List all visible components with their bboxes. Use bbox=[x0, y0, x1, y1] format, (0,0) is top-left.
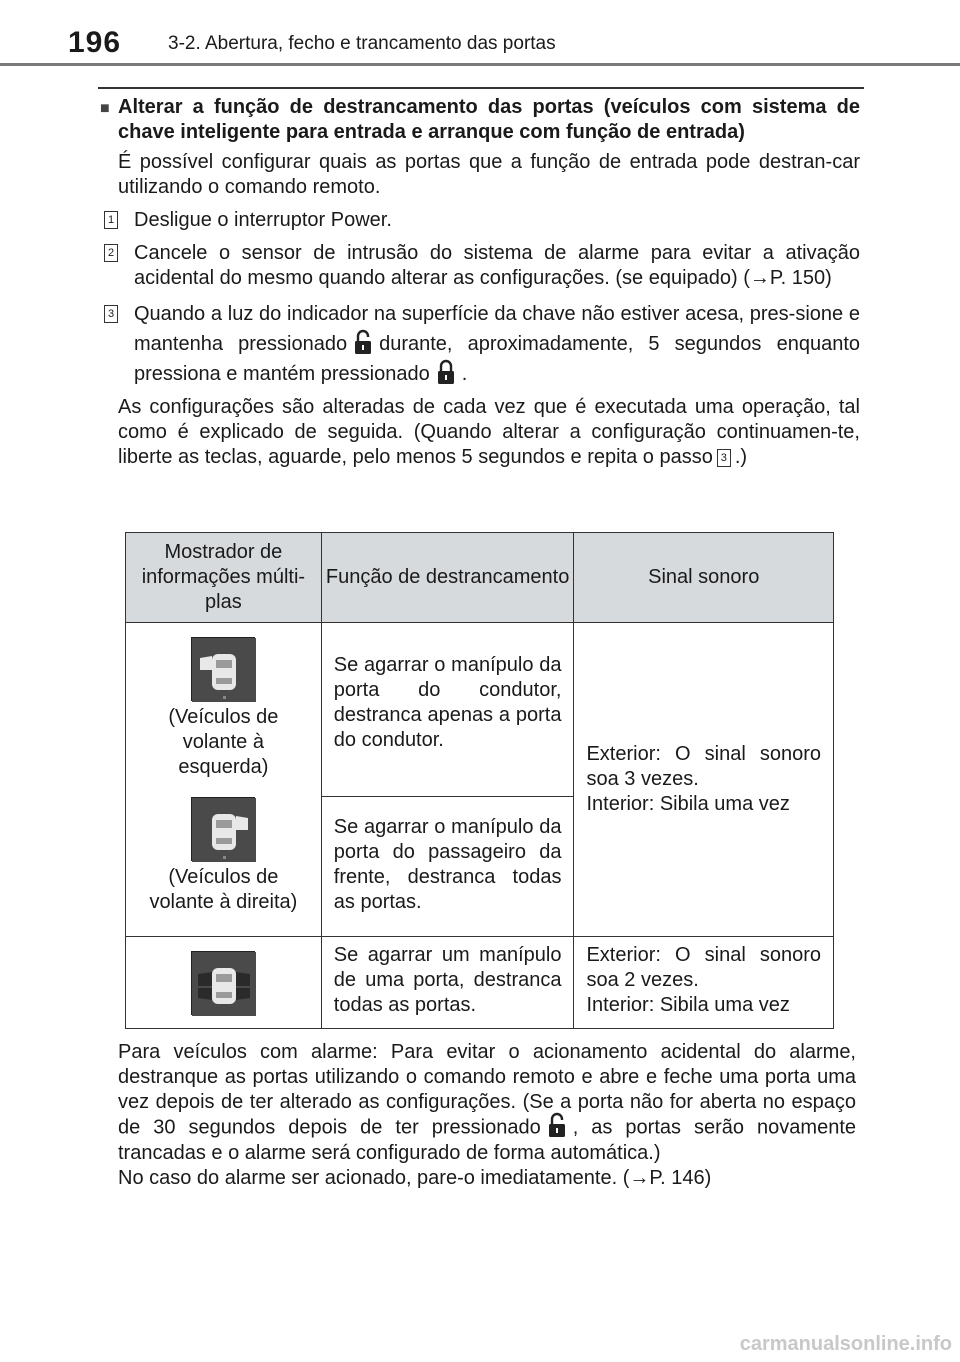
subsection-title: Alterar a função de destrancamento das portas (veículos com sistema de chave inteligente para entrada e arranque com função de entrada) bbox=[118, 96, 860, 143]
car-passenger-door-open-icon bbox=[191, 797, 255, 861]
step-text: Desligue o interruptor Power. bbox=[134, 209, 392, 231]
header-display: Mostrador de informações múlti-plas bbox=[126, 533, 322, 623]
step-text-part: Quando a luz do indicador na superfície da chave não estiver acesa, pres-sione e mantenha pressionado bbox=[134, 303, 860, 355]
alarm-text-end: , as portas serão novamente trancadas e o alarme será configurado de forma automática.) bbox=[118, 1116, 856, 1164]
watermark: carmanualsonline.info bbox=[739, 1333, 952, 1355]
step-text: Cancele o sensor de intrusão do sistema de alarme para evitar a ativação acidental do mesmo quando alterar as configurações. (se equipado) (→P. 150) bbox=[134, 242, 860, 289]
lock-icon bbox=[436, 359, 456, 385]
alarm-triggered-paragraph: No caso do alarme ser acionado, pare-o imediatamente. (→P. 146) bbox=[118, 1167, 712, 1189]
unlock-icon bbox=[353, 329, 373, 355]
step-2 bbox=[104, 241, 860, 291]
display-cell-right-hand bbox=[126, 797, 322, 937]
sound-interior: Interior: Sibila uma vez bbox=[586, 994, 790, 1016]
explanation-text: As configurações são alteradas de cada vez que é executada uma operação, tal como é explicado de seguida. (Quando alterar a configuração continuamen-te, liberte as teclas, aguarde, pelo menos 5 segundos e repita o passo bbox=[118, 396, 860, 468]
intro-paragraph: É possível configurar quais as portas que a função de entrada pode destran-car utilizando o comando remoto. bbox=[118, 151, 860, 198]
car-all-doors-open-icon bbox=[191, 951, 255, 1015]
explanation-text-end: .) bbox=[734, 446, 748, 468]
function-cell-driver: Se agarrar o manípulo da porta do condutor, destranca apenas a porta do condutor. bbox=[321, 623, 574, 797]
sound-interior: Interior: Sibila uma vez bbox=[586, 793, 790, 815]
content-divider bbox=[98, 87, 864, 89]
alarm-paragraph bbox=[118, 1040, 856, 1166]
bullet-square-icon: ■ bbox=[100, 100, 110, 117]
step-text-part: durante, aproximadamente, 5 segundos enquanto pressiona e mantém pressionado bbox=[134, 333, 860, 385]
sound-cell bbox=[574, 623, 834, 937]
sound-cell-all bbox=[574, 937, 834, 1029]
step-1 bbox=[104, 208, 860, 233]
display-caption: (Veículos de volante à esquerda) bbox=[168, 706, 279, 778]
table-row bbox=[126, 623, 834, 797]
sound-exterior: Exterior: O sinal sonoro soa 2 vezes. bbox=[586, 944, 821, 991]
alarm-text: Para veículos com alarme: Para evitar o acionamento acidental do alarme, destranque as portas utilizando o comando remoto e abre e feche uma porta uma vez depois de ter alterado as configurações. (Se a porta não for aberta no espaço de 30 segundos depois de ter pressionado bbox=[118, 1041, 856, 1139]
header-divider bbox=[0, 63, 960, 66]
step-text-part: . bbox=[461, 363, 468, 385]
header-sound: Sinal sonoro bbox=[574, 533, 834, 623]
section-title: 3-2. Abertura, fecho e trancamento das portas bbox=[168, 33, 556, 54]
table-header-row bbox=[126, 533, 834, 623]
display-cell-left-hand bbox=[126, 623, 322, 797]
sound-exterior: Exterior: O sinal sonoro soa 3 vezes. bbox=[586, 743, 821, 790]
main-content bbox=[100, 95, 860, 470]
page-number: 196 bbox=[68, 26, 122, 59]
step-text bbox=[134, 299, 860, 389]
step-reference-badge: 3 bbox=[717, 449, 731, 467]
alarm-note bbox=[118, 1040, 856, 1191]
settings-table bbox=[125, 532, 834, 1029]
step-number-badge: 1 bbox=[104, 211, 118, 229]
display-cell-all-doors bbox=[126, 937, 322, 1029]
subsection-heading bbox=[100, 95, 860, 145]
step-number-badge: 3 bbox=[104, 305, 118, 323]
car-driver-door-open-icon bbox=[191, 637, 255, 701]
display-caption: (Veículos de volante à direita) bbox=[149, 865, 298, 913]
table-row bbox=[126, 937, 834, 1029]
function-cell-passenger: Se agarrar o manípulo da porta do passageiro da frente, destranca todas as portas. bbox=[321, 797, 574, 937]
function-cell-all: Se agarrar um manípulo de uma porta, destranca todas as portas. bbox=[321, 937, 574, 1029]
unlock-icon bbox=[547, 1112, 567, 1138]
step-number-badge: 2 bbox=[104, 244, 118, 262]
page-header bbox=[0, 18, 960, 66]
settings-explanation bbox=[118, 395, 860, 470]
header-function: Função de destrancamento bbox=[321, 533, 574, 623]
step-3 bbox=[104, 299, 860, 389]
